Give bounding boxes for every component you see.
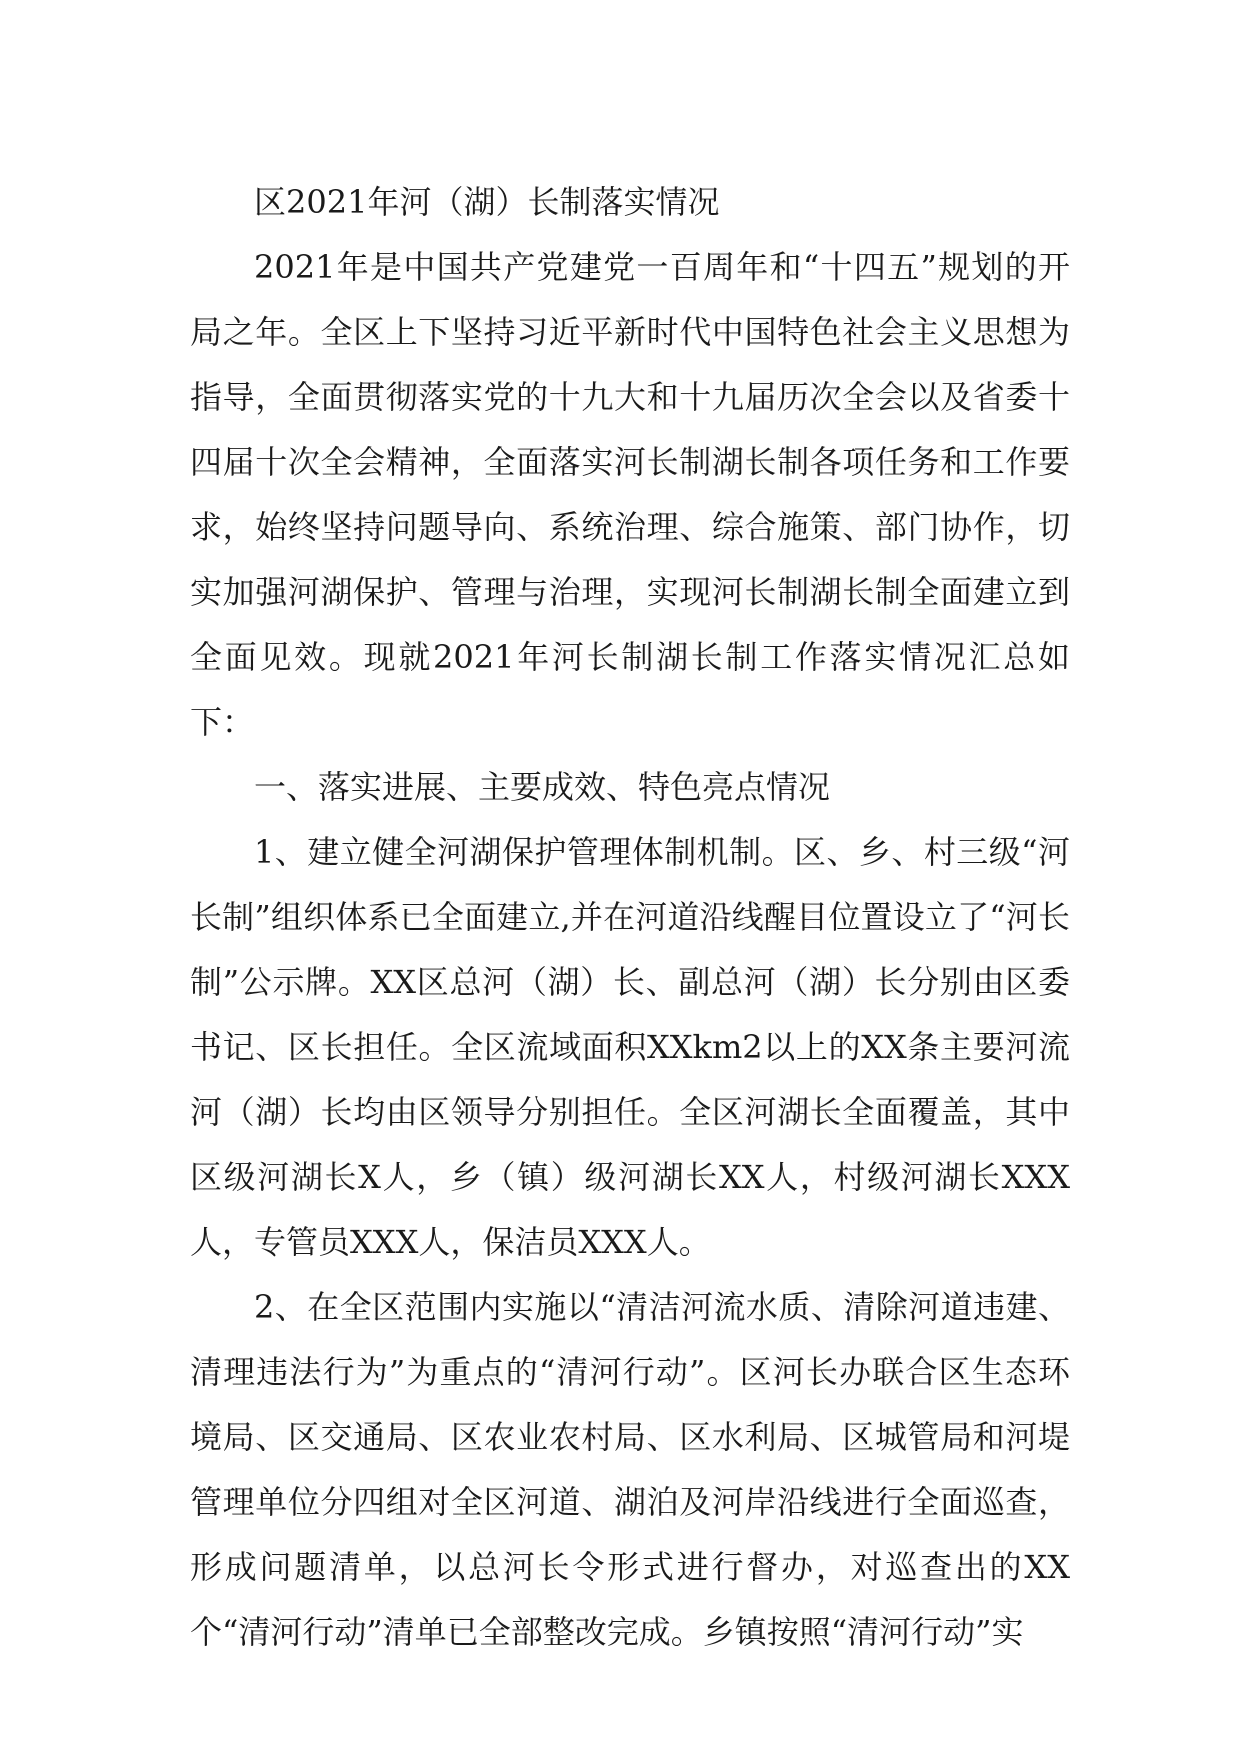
document-title: 区2021年河（湖）长制落实情况 — [254, 183, 720, 221]
document-body — [190, 170, 1070, 1665]
paragraph-item-2: 2、在全区范围内实施以“清洁河流水质、清除河道违建、清理违法行为”为重点的“清河行动”。区河长办联合区生态环境局、区交通局、区农业农村局、区水利局、区城管局和河堤管理单位分四组对全区河道、湖泊及河岸沿线进行全面巡查，形成问题清单，以总河长令形式进行督办，对巡查出的XX个“清河行动”清单已全部整改完成。乡镇按照“清河行动”实 — [190, 1288, 1070, 1651]
paragraph-item-1: 1、建立健全河湖保护管理体制机制。区、乡、村三级“河长制”组织体系已全面建立,并在河道沿线醒目位置设立了“河长制”公示牌。XX区总河（湖）长、副总河（湖）长分别由区委书记、区长担任。全区流域面积XXkm2以上的XX条主要河流河（湖）长均由区领导分别担任。全区河湖长全面覆盖，其中区级河湖长X人，乡（镇）级河湖长XX人，村级河湖长XXX人，专管员XXX人，保洁员XXX人。 — [190, 833, 1070, 1261]
paragraph-intro: 2021年是中国共产党建党一百周年和“十四五”规划的开局之年。全区上下坚持习近平新时代中国特色社会主义思想为指导，全面贯彻落实党的十九大和十九届历次全会以及省委十四届十次全会精神，全面落实河长制湖长制各项任务和工作要求，始终坚持问题导向、系统治理、综合施策、部门协作，切实加强河湖保护、管理与治理，实现河长制湖长制全面建立到全面见效。现就2021年河长制湖长制工作落实情况汇总如下： — [190, 248, 1070, 741]
section-heading-1: 一、落实进展、主要成效、特色亮点情况 — [254, 768, 831, 806]
